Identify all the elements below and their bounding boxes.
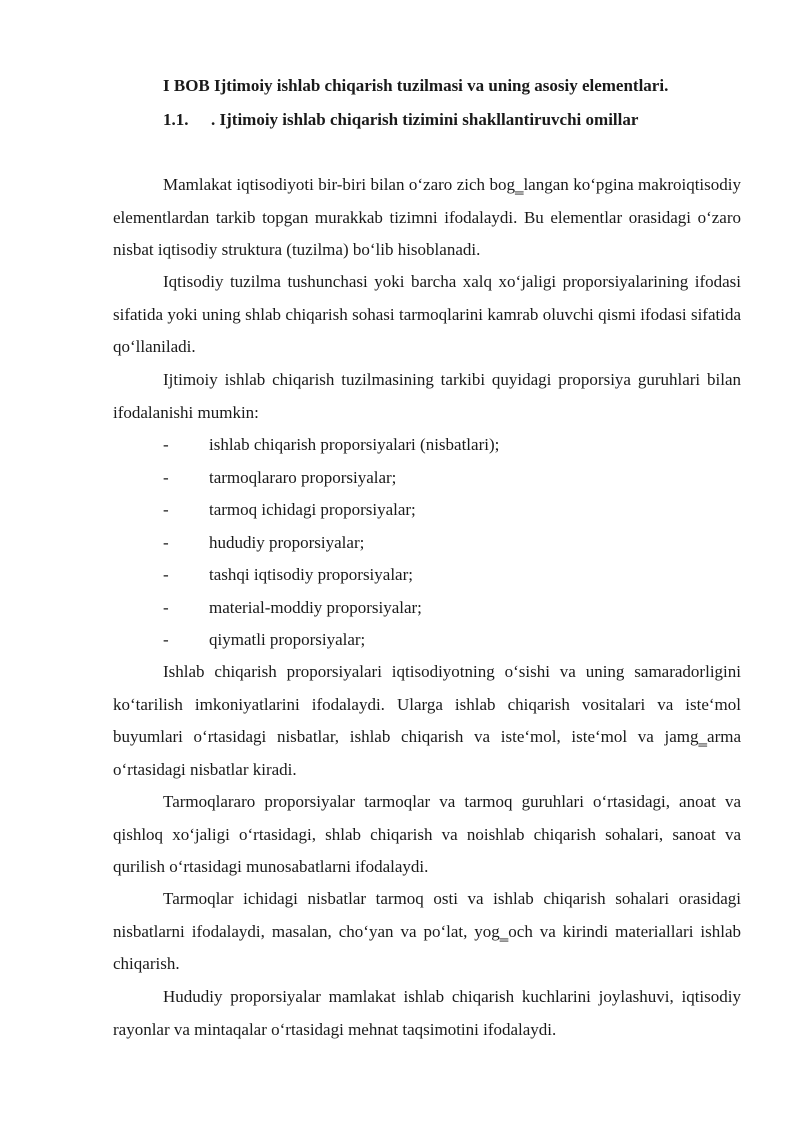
chapter-heading: I BOB Ijtimoiy ishlab chiqarish tuzilmasi va uning asosiy elementlari.	[163, 76, 669, 95]
list-item	[113, 494, 741, 527]
list-item	[113, 429, 741, 462]
list-item	[113, 592, 741, 625]
paragraph-structure-concept: Iqtisodiy tuzilma tushunchasi yoki barcha xalq xo‘jaligi proporsiyalarining ifodasi sifatida yoki uning shlab chiqarish sohasi tarmoqlarini kamrab oluvchi qismi ifodasi sifatida qo‘llaniladi.	[113, 272, 741, 356]
list-marker: -	[163, 435, 169, 454]
list-marker: -	[163, 630, 169, 649]
list-marker: -	[163, 597, 169, 617]
paragraph-regional-proportions: Hududiy proporsiyalar mamlakat ishlab chiqarish kuchlarini joylashuvi, iqtisodiy rayonlar va mintaqalar o‘rtasidagi mehnat taqsimotini ifodalaydi.	[113, 987, 741, 1039]
section-number: 1.1.	[163, 110, 189, 129]
list-marker: -	[163, 565, 169, 584]
section-title: . Ijtimoiy ishlab chiqarish tizimini shakllantiruvchi omillar	[211, 110, 639, 129]
paragraph-production-proportions: Ishlab chiqarish proporsiyalari iqtisodiyotning o‘sishi va uning samaradorligini ko‘tarilish imkoniyatlarini ifodalaydi. Ularga ishlab chiqarish vositalari va iste‘mol buyumlari o‘rtasidagi nisbatlar, ishlab chiqarish va iste‘mol, iste‘mol va jamg‗arma o‘rtasidagi nisbatlar kiradi.	[113, 662, 741, 779]
list-item-text: tarmoq ichidagi proporsiyalar;	[209, 500, 416, 519]
list-item	[113, 462, 741, 495]
paragraph-proportion-groups: Ijtimoiy ishlab chiqarish tuzilmasining tarkibi quyidagi proporsiya guruhlari bilan ifodalanishi mumkin:	[113, 370, 741, 422]
list-item-text: tashqi iqtisodiy proporsiyalar;	[209, 565, 413, 584]
paragraph-intro: Mamlakat iqtisodiyoti bir-biri bilan o‘zaro zich bog‗langan ko‘pgina makroiqtisodiy elementlardan tarkib topgan murakkab tizimni ifodalaydi. Bu elementlar orasidagi o‘zaro nisbat iqtisodiy struktura (tuzilma) bo‘lib hisoblanadi.	[113, 175, 741, 259]
paragraph-intrasectoral-proportions: Tarmoqlar ichidagi nisbatlar tarmoq osti va ishlab chiqarish sohalari orasidagi nisbatlarni ifodalaydi, masalan, cho‘yan va po‘lat, yog‗och va kirindi materiallari ishlab chiqarish.	[113, 889, 741, 973]
list-item-text: tarmoqlararo proporsiyalar;	[209, 467, 397, 487]
list-marker: -	[163, 467, 169, 487]
list-marker: -	[163, 500, 169, 519]
list-item-text: hududiy proporsiyalar;	[209, 532, 365, 552]
list-item	[113, 559, 741, 592]
section-heading	[163, 110, 638, 130]
paragraph-intersectoral-proportions: Tarmoqlararo proporsiyalar tarmoqlar va tarmoq guruhlari o‘rtasidagi, anoat va qishloq xo‘jaligi o‘rtasidagi, shlab chiqarish va noishlab chiqarish sohalari, sanoat va qurilish o‘rtasidagi munosabatlarni ifodalaydi.	[113, 792, 741, 876]
list-item-text: material-moddiy proporsiyalar;	[209, 597, 422, 617]
proportion-list	[113, 429, 741, 657]
list-item-text: ishlab chiqarish proporsiyalari (nisbatlari);	[209, 435, 500, 454]
list-item-text: qiymatli proporsiyalar;	[209, 630, 366, 649]
list-item	[113, 624, 741, 657]
list-marker: -	[163, 532, 169, 552]
list-item	[113, 527, 741, 560]
